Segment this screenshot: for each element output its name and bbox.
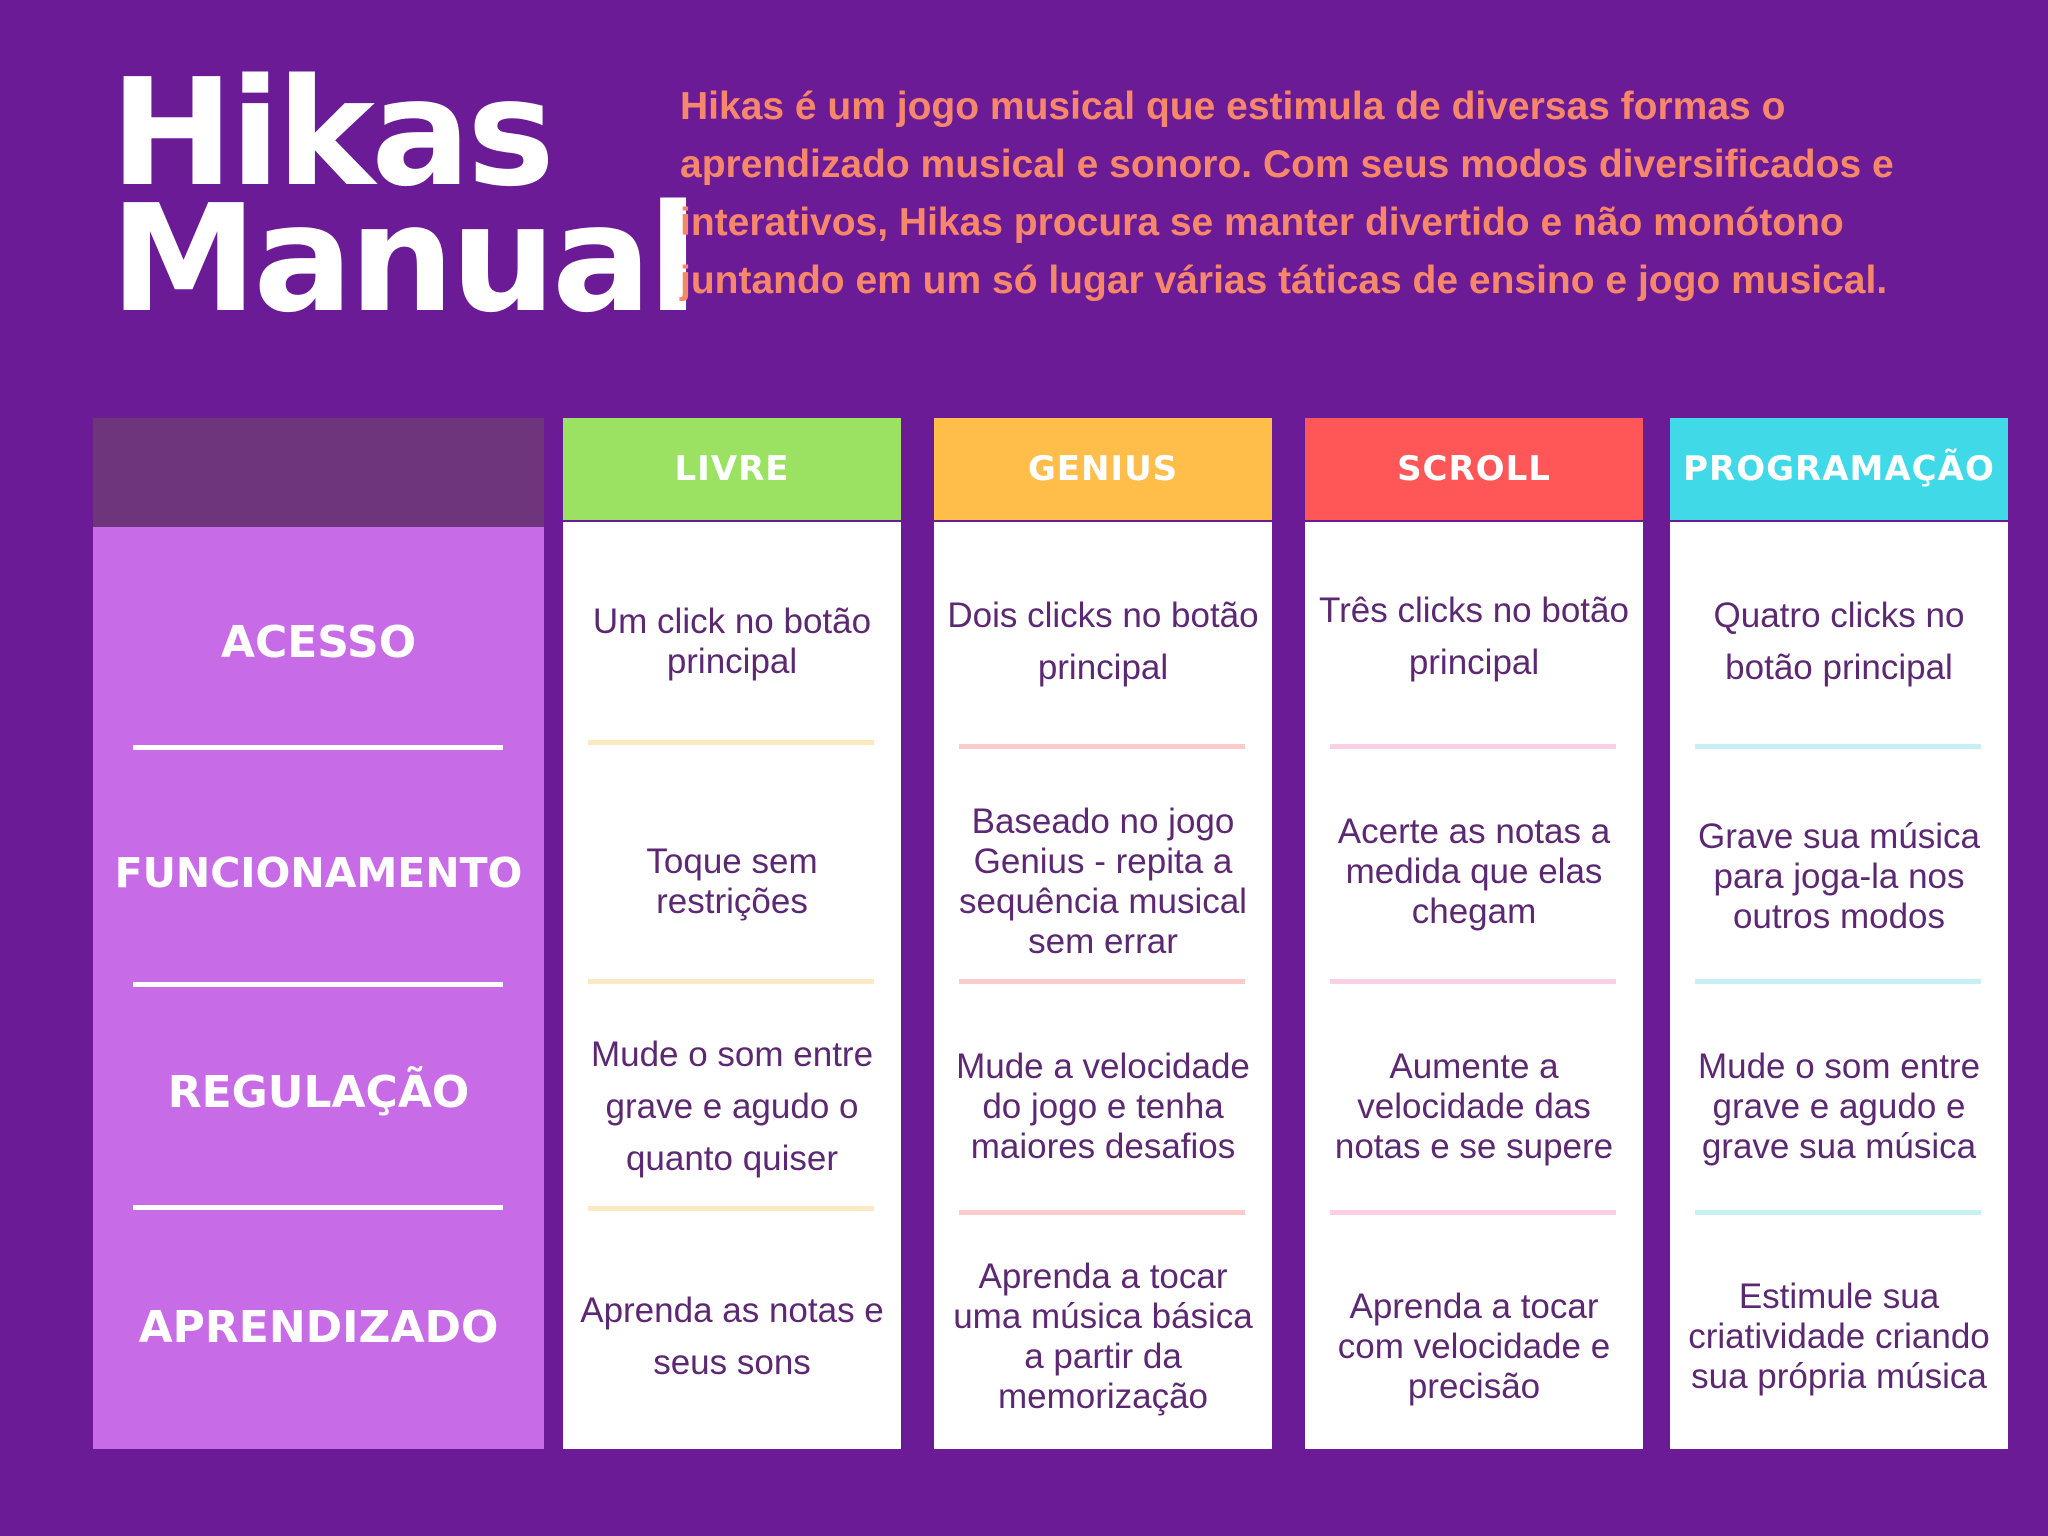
- page-title: [110, 47, 695, 345]
- cell-divider: [959, 979, 1245, 984]
- cell-regulacao: Mude o som entre grave e agudo o quanto quiser: [590, 1035, 874, 1178]
- cell-funcionamento: Grave sua música para joga-la nos outros modos: [1697, 817, 1981, 936]
- cell-divider: [588, 740, 874, 745]
- cell-divider: [959, 744, 1245, 749]
- row-label-acesso: ACESSO: [220, 617, 417, 668]
- cell-divider: [1330, 1210, 1616, 1215]
- mode-column-scroll: [1305, 418, 1643, 1406]
- cell-divider: [1695, 744, 1981, 749]
- title-line-1: Hikas: [110, 47, 551, 219]
- title-line-2: Manual: [110, 173, 695, 345]
- mode-header-genius: GENIUS: [934, 418, 1272, 520]
- row-divider: [133, 745, 503, 750]
- mode-body-livre: [563, 522, 901, 1449]
- row-divider: [133, 1205, 503, 1210]
- cell-acesso: Três clicks no botão principal: [1319, 591, 1629, 682]
- cell-aprendizado: Aprenda a tocar com velocidade e precisão: [1337, 1287, 1611, 1406]
- cell-funcionamento: Acerte as notas a medida que elas chegam: [1337, 812, 1611, 931]
- mode-body-scroll: [1305, 522, 1643, 1449]
- mode-header-livre: LIVRE: [563, 418, 901, 520]
- mode-header-programacao: PROGRAMAÇÃO: [1670, 418, 2008, 520]
- cell-aprendizado: Aprenda as notas e seus sons: [580, 1291, 884, 1382]
- row-divider: [133, 982, 503, 987]
- cell-aprendizado: Estimule sua criatividade criando sua própria música: [1688, 1277, 1990, 1396]
- row-label-funcionamento: FUNCIONAMENTO: [114, 849, 523, 897]
- mode-column-livre: [563, 418, 901, 1382]
- mode-header-scroll: SCROLL: [1305, 418, 1643, 520]
- cell-acesso: Dois clicks no botão principal: [947, 596, 1259, 687]
- cell-acesso: Um click no botão principal: [592, 602, 872, 681]
- cell-divider: [1695, 1210, 1981, 1215]
- cell-regulacao: Mude o som entre grave e agudo e grave sua música: [1697, 1047, 1981, 1166]
- cell-funcionamento: Baseado no jogo Genius - repita a sequência musical sem errar: [959, 802, 1247, 961]
- cell-divider: [588, 979, 874, 984]
- mode-body-programacao: [1670, 522, 2008, 1449]
- intro-paragraph: Hikas é um jogo musical que estimula de diversas formas o aprendizado musical e sonoro. Com seus modos diversificados e interativos, Hikas procura se manter divertido e não monótono juntando em um só lugar várias táticas de ensino e jogo musical.: [680, 85, 1894, 302]
- cell-divider: [1330, 979, 1616, 984]
- cell-regulacao: Mude a velocidade do jogo e tenha maiores desafios: [956, 1047, 1250, 1166]
- row-labels-header: [93, 418, 544, 528]
- mode-body-genius: [934, 522, 1272, 1449]
- cell-divider: [959, 1210, 1245, 1215]
- cell-divider: [588, 1206, 874, 1211]
- row-label-aprendizado: APRENDIZADO: [138, 1302, 499, 1353]
- cell-regulacao: Aumente a velocidade das notas e se supere: [1334, 1047, 1614, 1166]
- mode-column-genius: [934, 418, 1272, 1416]
- cell-aprendizado: Aprenda a tocar uma música básica a partir da memorização: [953, 1257, 1253, 1416]
- cell-divider: [1695, 979, 1981, 984]
- row-labels-column: [93, 527, 544, 1449]
- mode-column-programacao: [1670, 418, 2008, 1396]
- cell-funcionamento: Toque sem restrições: [646, 842, 818, 921]
- row-label-regulacao: REGULAÇÃO: [167, 1067, 470, 1118]
- cell-acesso: Quatro clicks no botão principal: [1713, 596, 1965, 687]
- cell-divider: [1330, 744, 1616, 749]
